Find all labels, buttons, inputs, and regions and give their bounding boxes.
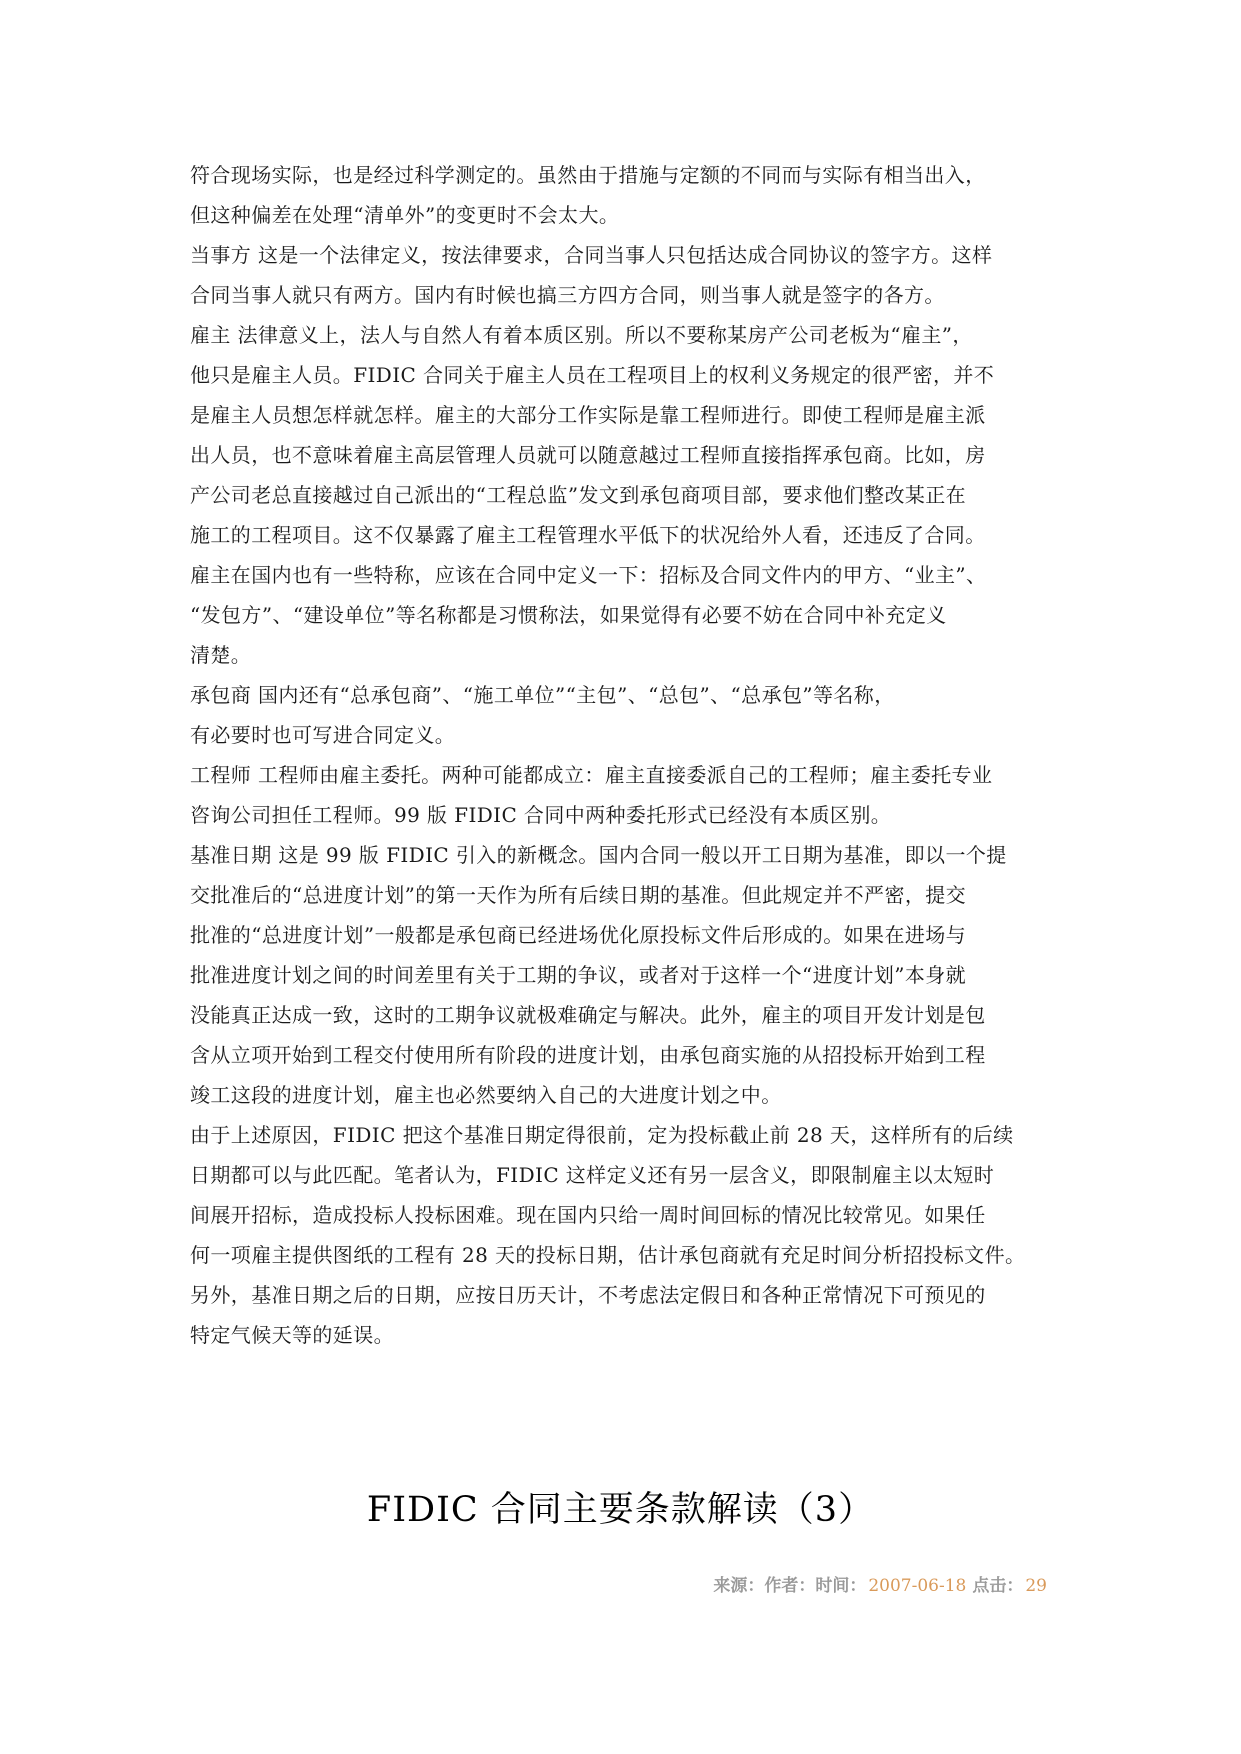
source-label: 来源： [713,1576,765,1596]
body-line: 日期都可以与此匹配。笔者认为，FIDIC 这样定义还有另一层含义，即限制雇主以太短时 [190,1163,995,1187]
body-line: 批准进度计划之间的时间差里有关于工期的争议，或者对于这样一个“进度计划”本身就 [190,963,967,987]
body-line: 有必要时也可写进合同定义。 [190,723,456,747]
body-line: 基准日期 这是 99 版 FIDIC 引入的新概念。国内合同一般以开工日期为基准，即以一个提 [190,843,1007,867]
article-title: FIDIC 合同主要条款解读（3） [366,1490,875,1530]
body-line: 清楚。 [190,643,252,667]
body-line: 雇主在国内也有一些特称，应该在合同中定义一下：招标及合同文件内的甲方、“业主”、 [190,563,987,587]
body-line: 承包商 国内还有“总承包商”、“施工单位”“主包”、“总包”、“总承包”等名称， [190,683,895,707]
body-line: 没能真正达成一致，这时的工期争议就极难确定与解决。此外，雇主的项目开发计划是包 [190,1003,986,1027]
body-line: 间展开招标，造成投标人投标困难。现在国内只给一周时间回标的情况比较常见。如果任 [190,1203,986,1227]
body-line: “发包方”、“建设单位”等名称都是习惯称法，如果觉得有必要不妨在合同中补充定义 [190,603,947,627]
body-line: 是雇主人员想怎样就怎样。雇主的大部分工作实际是靠工程师进行。即使工程师是雇主派 [190,403,986,427]
clicks-label: 点击： [972,1576,1024,1596]
body-line: 含从立项开始到工程交付使用所有阶段的进度计划，由承包商实施的从招投标开始到工程 [190,1043,986,1067]
body-line: 何一项雇主提供图纸的工程有 28 天的投标日期，估计承包商就有充足时间分析招投标文件。 [190,1243,1026,1267]
body-line: 但这种偏差在处理“清单外”的变更时不会太大。 [190,203,620,227]
body-line: 批准的“总进度计划”一般都是承包商已经进场优化原投标文件后形成的。如果在进场与 [190,923,967,947]
article-meta [713,1572,1053,1600]
article-body [190,155,1090,1355]
body-line: 咨询公司担任工程师。99 版 FIDIC 合同中两种委托形式已经没有本质区别。 [190,803,892,827]
body-line: 竣工这段的进度计划，雇主也必然要纳入自己的大进度计划之中。 [190,1083,782,1107]
body-line: 当事方 这是一个法律定义，按法律要求，合同当事人只包括达成合同协议的签字方。这样 [190,243,993,267]
body-line: 由于上述原因，FIDIC 把这个基准日期定得很前，定为投标截止前 28 天，这样所有的后续 [190,1123,1014,1147]
body-line: 产公司老总直接越过自己派出的“工程总监”发文到承包商项目部，要求他们整改某正在 [190,483,967,507]
body-line: 交批准后的“总进度计划”的第一天作为所有后续日期的基准。但此规定并不严密，提交 [190,883,967,907]
click-count: 29 [1025,1576,1047,1596]
body-line: 合同当事人就只有两方。国内有时候也搞三方四方合同，则当事人就是签字的各方。 [190,283,945,307]
body-line: 工程师 工程师由雇主委托。两种可能都成立：雇主直接委派自己的工程师；雇主委托专业 [190,763,993,787]
author-label: 作者： [764,1576,816,1596]
time-label: 时间： [815,1576,867,1596]
body-line: 他只是雇主人员。FIDIC 合同关于雇主人员在工程项目上的权利义务规定的很严密，并不 [190,363,995,387]
body-line: 符合现场实际，也是经过科学测定的。虽然由于措施与定额的不同而与实际有相当出入， [190,163,986,187]
body-line: 出人员，也不意味着雇主高层管理人员就可以随意越过工程师直接指挥承包商。比如，房 [190,443,986,467]
body-line: 雇主 法律意义上，法人与自然人有着本质区别。所以不要称某房产公司老板为“雇主”， [190,323,973,347]
body-line: 施工的工程项目。这不仅暴露了雇主工程管理水平低下的状况给外人看，还违反了合同。 [190,523,986,547]
body-line: 另外，基准日期之后的日期，应按日历天计，不考虑法定假日和各种正常情况下可预见的 [190,1283,986,1307]
body-line: 特定气候天等的延误。 [190,1323,394,1347]
publish-date: 2007-06-18 [868,1576,967,1596]
